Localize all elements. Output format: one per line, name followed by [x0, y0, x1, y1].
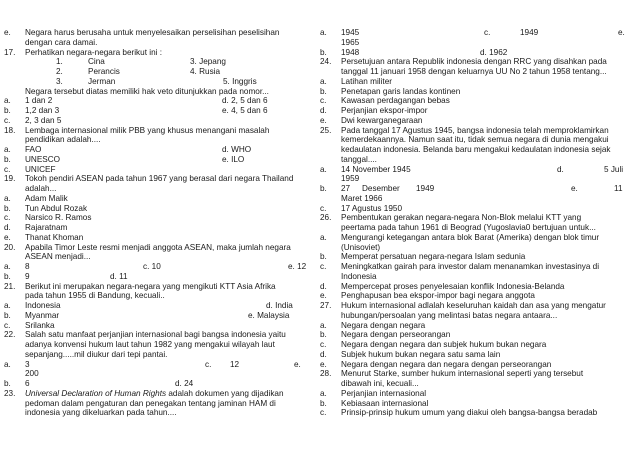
q16-option-e: e. Negara harus berusaha untuk menyelesaikan perselisihan peselisihan — [4, 28, 280, 37]
q28-option-a[interactable]: a. Perjanjian internasional — [320, 388, 427, 398]
q19-option-b[interactable]: b. Tun Abdul Rozak — [4, 203, 88, 213]
q26-question: 26. Pembentukan gerakan negara-negara Non-Blok melalui KTT yang — [320, 213, 582, 223]
q27-option-a[interactable]: a. Negara dengan negara — [320, 320, 426, 330]
q25-option-b[interactable]: b. 27 Desember 1949 e. 11 — [320, 184, 623, 193]
q19-option-e[interactable]: e. Thanat Khoman — [4, 232, 84, 242]
q19-option-d[interactable]: d. Rajaratnam — [4, 223, 68, 232]
q27-option-c[interactable]: c. Negara dengan negara dan subjek hukum bukan negara — [320, 340, 547, 349]
q24-question: 24. Persetujuan antara Republik indonesia dengan RRC yang disahkan pada — [320, 57, 607, 67]
q19-option-a[interactable]: a. Adam Malik — [4, 193, 68, 203]
q17-question: 17. Perhatikan negara-negara berikut ini : — [4, 47, 162, 57]
left-column: e. Negara harus berusaha untuk menyelesaikan perselisihan peselisihan dengan cara damai. 17. Perhatikan negara-negara berikut ini : 1. Cina 3. Jepang 2. Perancis 4. Rusia 3. Jerman 5. Inggris Negara tersebut diatas memiliki hak veto ditunjukkan pada nomor... a. 1 dan 2 d. 2, 5 dan 6 b. 1,2 dan 3 e. 4, 5 dan 6 c. 2, 3 dan 5 18. Lembaga internasional milik PBB yang khusus menangani masalah pendidikan adalah.... a. FAO d. WHO b. UNESCO e. ILO c. UNICEF 19. Tokoh pendiri ASEAN pada tahun 1967 yang berasal dari negara Thailand adalah... a. Adam Malik b. Tun Abdul Rozak c. Narsico R. Ramos d. Rajaratnam e. Thanat Khoman 20. Apabila Timor Leste resmi menjadi anggota ASEAN, maka jumlah negara ASEAN menjadi... a. 8 c. 10 e. 12 b. 9 d. 11 21. Berikut ini merupakan negara-negara yang mengikuti KTT Asia Afrika pada tahun 1955 di Bandung, kecuali.. a. Indonesia d. India b. Myanmar e. Malaysia c. Srilanka 22. Salah satu manfaat perjanjian internasional bagi bangsa indonesia yaitu adanya konvensi hukum laut tahun 1982 yang mengakui wilayah laut sepanjang.....mil diukur dari tepi pantai. a. 3 c. 12 e. 200 b. 6 d. 24 23. Universal Declaration of Human Rights adalah dokumen yang dijadikan pedoman dalam pengaturan dan penegakan tentang jaminan HAM di indonesia yang dikeluarkan pada tahun.... — [4, 28, 307, 418]
q17-list-row: 2. Perancis 4. Rusia — [56, 67, 221, 76]
q17-list-row: 1. Cina 3. Jepang — [56, 57, 226, 67]
q28-option-b[interactable]: b. Kebiasaan internasional — [320, 398, 429, 408]
q18-option-b[interactable]: b. UNESCO e. ILO — [4, 154, 245, 164]
q17-list-row: 3. Jerman 5. Inggris — [56, 76, 257, 86]
q23-option-b[interactable]: b. 1948 d. 1962 — [320, 47, 508, 57]
q26-option-e[interactable]: e. Penghapusan bea ekspor-impor bagi negara anggota — [320, 291, 535, 301]
q17-option-a[interactable]: a. 1 dan 2 d. 2, 5 dan 6 — [4, 96, 268, 106]
q20-option-a[interactable]: a. 8 c. 10 e. 12 — [4, 262, 307, 271]
q22-option-b[interactable]: b. 6 d. 24 — [4, 379, 194, 388]
q26-option-a[interactable]: a. Mengurangi ketegangan antara blok Barat (Amerika) dengan blok timur — [320, 232, 600, 242]
q28-question: 28. Menurut Starke, sumber hukum internasional seperti yang tersebut — [320, 369, 584, 379]
q28-option-c[interactable]: c. Prinsip-prinsip hukum umum yang diakui oleh bangsa-bangsa beradab — [320, 408, 598, 418]
q21-option-a[interactable]: a. Indonesia d. India — [4, 301, 293, 310]
q24-option-d[interactable]: d. Perjanjian ekspor-impor — [320, 106, 428, 115]
q24-option-e[interactable]: e. Dwi kewarganegaraan — [320, 115, 423, 125]
q18-option-c[interactable]: c. UNICEF — [4, 164, 56, 174]
q17-option-c[interactable]: c. 2, 3 dan 5 — [4, 115, 62, 125]
q20-question: 20. Apabila Timor Leste resmi menjadi anggota ASEAN, maka jumlah negara — [4, 242, 291, 252]
q24-option-a[interactable]: a. Latihan militer — [320, 76, 392, 86]
q27-option-d[interactable]: d. Subjek hukum bukan negara satu sama lain — [320, 349, 501, 359]
q21-option-c[interactable]: c. Srilanka — [4, 320, 55, 330]
q23-option-a[interactable]: a. 1945 c. 1949 e. — [320, 28, 625, 37]
q25-option-c[interactable]: c. 17 Agustus 1950 — [320, 203, 403, 213]
q19-question: 19. Tokoh pendiri ASEAN pada tahun 1967 yang berasal dari negara Thailand — [4, 174, 294, 184]
q25-option-a[interactable]: a. 14 November 1945 d. 5 Juli — [320, 164, 624, 174]
q18-option-a[interactable]: a. FAO d. WHO — [4, 145, 252, 154]
q24-option-c[interactable]: c. Kawasan perdagangan bebas — [320, 96, 450, 106]
q22-option-a[interactable]: a. 3 c. 12 e. — [4, 359, 301, 369]
q27-option-e[interactable]: e. Negara dengan negara dan negara dengan perseorangan — [320, 359, 552, 369]
q25-question: 25. Pada tanggal 17 Agustus 1945, bangsa indonesia telah memproklamirkan — [320, 125, 609, 135]
q27-question: 27. Hukum internasional adlalah keseluruhan kaidah dan asa yang mengatur — [320, 301, 606, 310]
q27-option-b[interactable]: b. Negara dengan perseorangan — [320, 330, 451, 340]
q26-option-d[interactable]: d. Mempercepat proses penyelesaian konflik Indonesia-Belanda — [320, 281, 565, 291]
right-column: a. 1945 c. 1949 e. 1965 b. 1948 d. 1962 24. Persetujuan antara Republik indonesia dengan RRC yang disahkan pada tanggal 11 januari 1958 dengan keluarnya UU No 2 tahun 1958 tentang... a. Latihan militer b. Penetapan garis landas kontinen c. Kawasan perdagangan bebas d. Perjanjian ekspor-impor e. Dwi kewarganegaraan 25. Pada tanggal 17 Agustus 1945, bangsa indonesia telah memproklamirkan kemerdekaannya. Namun saat itu, tidak semua negara di dunia mengakui kedaulatan indonesia. Belanda baru mengakui kedaulatan indonesia sejak tanggal.... a. 14 November 1945 d. 5 Juli 1959 b. 27 Desember 1949 e. 11 Maret 1966 c. 17 Agustus 1950 26. Pembentukan gerakan negara-negara Non-Blok melalui KTT yang peertama pada tahun 1961 di Beograd (Yugoslavia0 bertujuan untuk... a. Mengurangi ketegangan antara blok Barat (Amerika) dengan blok timur (Unisoviet) b. Memperat persatuan negara-negara Islam sedunia c. Meningkatkan gairah para investor dalam menanamkan investasinya di Indonesia d. Mempercepat proses penyelesaian konflik Indonesia-Belanda e. Penghapusan bea ekspor-impor bagi negara anggota 27. Hukum internasional adlalah keseluruhan kaidah dan asa yang mengatur hubungan/persoalan yang melintasi batas negara antaara... a. Negara dengan negara b. Negara dengan perseorangan c. Negara dengan negara dan subjek hukum bukan negara d. Subjek hukum bukan negara satu sama lain e. Negara dengan negara dan negara dengan perseorangan 28. Menurut Starke, sumber hukum internasional seperti yang tersebut dibawah ini, kecuali... a. Perjanjian internasional b. Kebiasaan internasional c. Prinsip-prinsip hukum umum yang diakui oleh bangsa-bangsa beradab — [320, 28, 632, 418]
q22-question: 22. Salah satu manfaat perjanjian internasional bagi bangsa indonesia yaitu — [4, 330, 286, 340]
q18-question: 18. Lembaga internasional milik PBB yang khusus menangani masalah — [4, 125, 270, 135]
q20-option-b[interactable]: b. 9 d. 11 — [4, 271, 128, 281]
q21-option-b[interactable]: b. Myanmar e. Malaysia — [4, 310, 290, 320]
q24-option-b[interactable]: b. Penetapan garis landas kontinen — [320, 86, 461, 96]
q26-option-c[interactable]: c. Meningkatkan gairah para investor dalam menanamkan investasinya di — [320, 262, 600, 271]
q21-question: 21. Berikut ini merupakan negara-negara yang mengikuti KTT Asia Afrika — [4, 281, 276, 291]
q23-question: 23. Universal Declaration of Human Rights adalah dokumen yang dijadikan — [4, 388, 284, 398]
q19-option-c[interactable]: c. Narsico R. Ramos — [4, 213, 92, 223]
q17-option-b[interactable]: b. 1,2 dan 3 e. 4, 5 dan 6 — [4, 106, 268, 115]
q26-option-b[interactable]: b. Memperat persatuan negara-negara Islam sedunia — [320, 252, 526, 262]
